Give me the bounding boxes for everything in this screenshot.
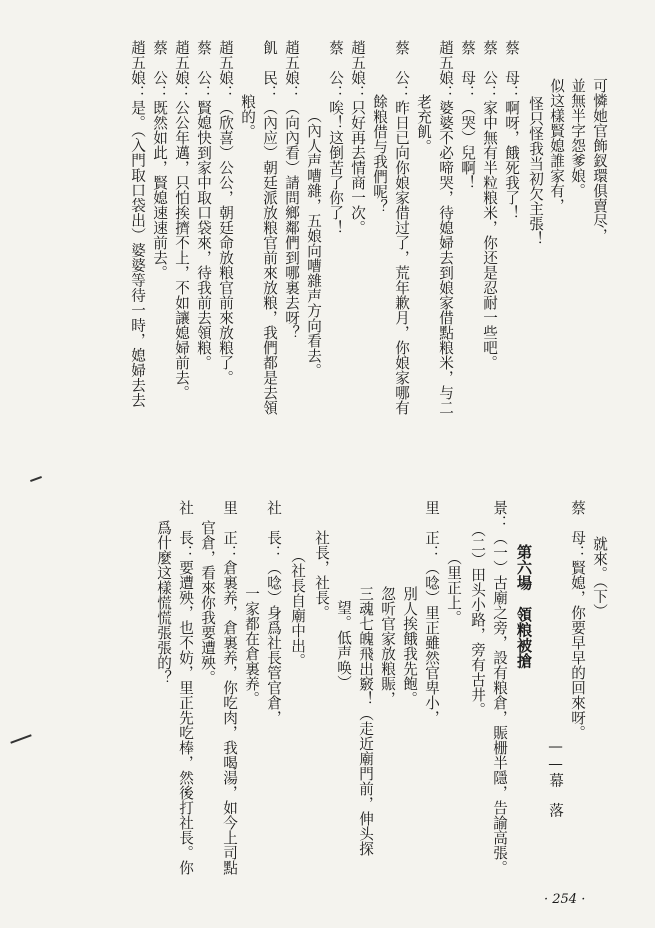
page-number: · 254 · xyxy=(544,892,586,907)
text-column: 蔡 母：（哭）兒啊！ xyxy=(459,40,476,190)
text-column: 怪只怪我当初欠主張！ xyxy=(527,96,544,246)
text-column: 趙五娘：是。（入門取口袋出）婆婆等待一時，媳婦去去 xyxy=(129,40,146,408)
text-column: 老充飢。 xyxy=(415,94,432,154)
text-column: 爲什麼这樣慌慌張張的？ xyxy=(155,520,172,685)
text-column: 就來。（下） xyxy=(591,536,608,619)
text-column: 社 長：要遭殃，也不妨，里正先吃棒，然後打社長。你 xyxy=(177,500,194,875)
text-column: 粮的。 xyxy=(239,94,256,139)
text-column: 蔡 公：賢媳快到家中取口袋來，待我前去領粮。 xyxy=(195,40,212,370)
text-column: 可憐她官飾釵環俱賣尽， xyxy=(591,78,608,243)
text-column: 趙五娘：（欣喜）公公，朝廷命放粮官前來放粮了。 xyxy=(217,40,234,385)
text-column: 趙五娘：只好再去情商一次。 xyxy=(349,40,366,235)
text-column: 趙五娘：公公年邁，只怕挨擠不上，不如讓媳婦前去。 xyxy=(173,40,190,400)
text-column: 一家都在倉裏养。 xyxy=(243,586,260,706)
text-column: 望。低声唤） xyxy=(335,600,352,690)
text-column: 里 正：（唸）里正雖然官卑小， xyxy=(423,500,440,725)
text-column: 忽听官家放粮賑， xyxy=(379,586,396,706)
margin-mark xyxy=(10,734,31,743)
text-column: 趙五娘：（向內看）請問鄉鄰們到哪裏去呀？ xyxy=(283,40,300,340)
text-column: 蔡 母：啊呀，餓死我了！ xyxy=(503,40,520,220)
text-column: 蔡 母：賢媳，你要早早的回來呀。 xyxy=(569,500,586,740)
margin-mark xyxy=(30,476,42,482)
text-column: 景：（一）古廟之旁，設有粮倉，賑栅半隱，告諭高張。 xyxy=(491,500,508,875)
text-column: 趙五娘：婆婆不必啼哭，待媳婦去到娘家借點粮米，与二 xyxy=(437,40,454,415)
text-column: （里正上。 xyxy=(445,550,462,625)
text-column: 蔡 公：家中無有半粒粮米，你还是忍耐一些吧。 xyxy=(481,40,498,370)
text-column: （二）田头小路，旁有古井。 xyxy=(469,522,486,717)
text-column: ——幕 落 xyxy=(547,738,564,818)
text-column: 三魂七魄飛出竅！（走近廟門前，伸头探 xyxy=(357,586,374,856)
text-column: 並無半字怨爹娘。 xyxy=(569,78,586,198)
text-column: （社長自廟中出。 xyxy=(289,548,306,668)
text-column: 別人挨餓我先飽。 xyxy=(401,586,418,706)
scene-heading: 第六場 領粮被搶 xyxy=(515,544,533,669)
text-column: 似这樣賢媳誰家有， xyxy=(548,78,565,213)
text-column: 蔡 公：唉！这倒苦了你了！ xyxy=(327,40,344,235)
text-column: 餘粮借与我們呢？ xyxy=(371,94,388,214)
text-column: 里 正：倉裏养，倉裏养，你吃肉，我喝湯，如今上司點 xyxy=(221,500,238,875)
text-column: 官倉，看來你我要遭殃。 xyxy=(199,520,216,685)
text-column: （內人声嘈雜，五娘向嘈雜声方向看去。 xyxy=(305,108,322,378)
text-column: 社長，社長。 xyxy=(313,530,330,620)
text-column: 飢 民：（內应）朝廷派放粮官前來放粮，我們都是去領 xyxy=(261,40,278,415)
text-column: 社 長：（唸）身爲社長管官倉， xyxy=(265,500,282,725)
text-column: 蔡 公：昨日已向你娘家借过了，荒年歉月，你娘家哪有 xyxy=(393,40,410,415)
text-column: 蔡 公：既然如此，賢媳速速前去。 xyxy=(151,40,168,280)
